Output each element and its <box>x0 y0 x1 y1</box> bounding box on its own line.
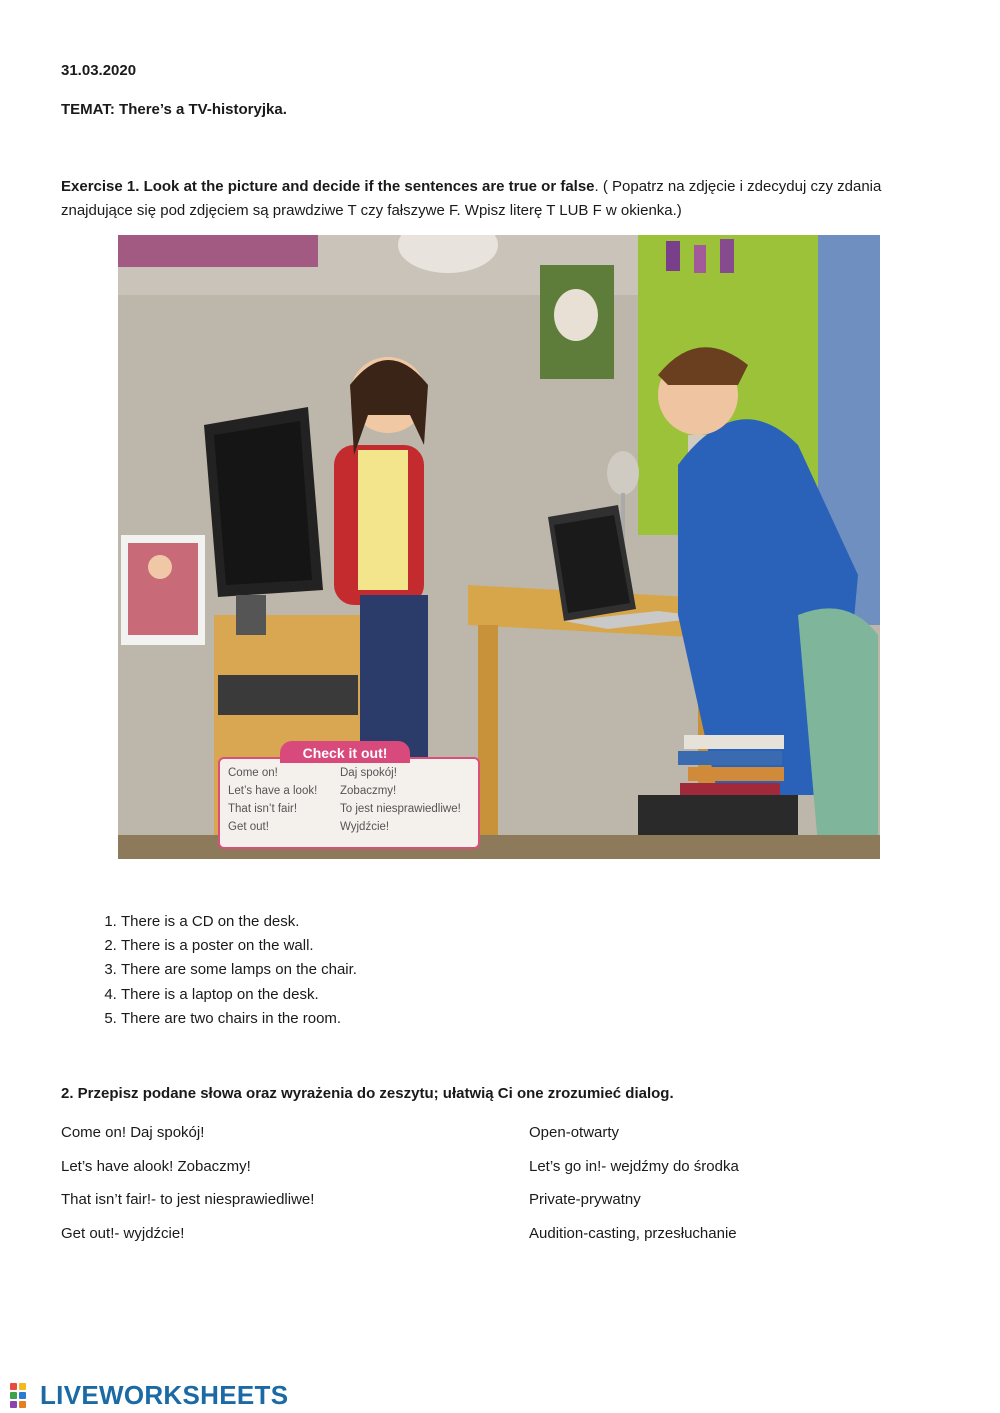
exercise-1-instruction <box>61 175 911 223</box>
check-row <box>228 821 474 839</box>
check-row-pl: Wyjdźcie! <box>340 821 390 833</box>
vocab-item: Open-otwarty <box>529 1124 620 1141</box>
check-it-out-box <box>218 745 480 849</box>
sentence-item: 4. There is a laptop on the desk. <box>121 983 357 1007</box>
check-it-out-title: Check it out! <box>280 741 410 763</box>
classroom-photo <box>118 235 880 859</box>
vocab-item: That isn’t fair!- to jest niesprawiedliwe! <box>61 1191 315 1209</box>
check-row <box>228 785 474 803</box>
vocab-item: Come on! Daj spokój! <box>61 1124 205 1141</box>
check-row <box>228 767 474 785</box>
logo-blocks-icon <box>10 1383 36 1407</box>
check-row-en: Let’s have a look! <box>228 785 318 797</box>
vocab-item: Audition-casting, przesłuchanie <box>529 1225 737 1243</box>
sentence-item: 3. There are some lamps on the chair. <box>121 958 357 982</box>
vocab-item: Private-prywatny <box>529 1191 641 1209</box>
vocab-list-left <box>61 1123 314 1258</box>
check-row-en: Come on! <box>228 767 278 779</box>
check-row-en: Get out! <box>228 821 269 833</box>
sentence-item: 1. There is a CD on the desk. <box>121 910 357 934</box>
vocab-item: Let’s have alook! Zobaczmy! <box>61 1157 251 1175</box>
exercise-1-sentences <box>61 910 357 1031</box>
vocab-item: Let’s go in!- wejdźmy do środka <box>529 1157 739 1175</box>
lesson-topic: TEMAT: There’s a TV-historyjka. <box>61 101 287 118</box>
document-date: 31.03.2020 <box>61 62 137 79</box>
exercise-1-instruction-bold: Exercise 1. Look at the picture and decide if the sentences are true or false <box>61 178 595 195</box>
check-row-pl: To jest niesprawiedliwe! <box>340 803 461 815</box>
sentence-item: 5. There are two chairs in the room. <box>121 1007 357 1031</box>
vocab-item: Get out!- wyjdźcie! <box>61 1225 185 1243</box>
exercise-1-instruction-rest: . ( Popatrz na zdjęcie i zdecyduj czy zdania znajdujące się pod zdjęciem są prawdziwe T czy fałszywe F. Wpisz literę T LUB F w okienka.) <box>61 178 882 219</box>
logo-text: LIVEWORKSHEETS <box>40 1380 289 1410</box>
check-row-pl: Daj spokój! <box>340 767 397 779</box>
exercise-2-instruction: 2. Przepisz podane słowa oraz wyrażenia do zeszytu; ułatwią Ci one zrozumieć dialog. <box>61 1085 674 1102</box>
vocab-list-right <box>529 1123 739 1258</box>
check-row-pl: Zobaczmy! <box>340 785 397 797</box>
sentence-item: 2. There is a poster on the wall. <box>121 934 357 958</box>
check-row-en: That isn’t fair! <box>228 803 298 815</box>
check-row <box>228 803 474 821</box>
